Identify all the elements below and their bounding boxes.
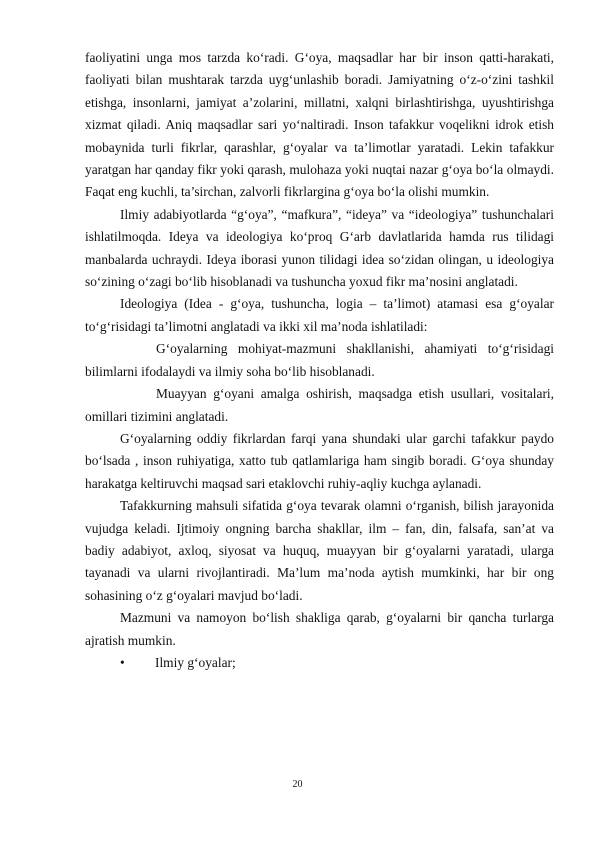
paragraph-7: Tafakkurning mahsuli sifatida g‘oya tevarak olamni o‘rganish, bilish jarayonida vujudga keladi. Ijtimoiy ongning barcha shakllar, ilm – fan, din, falsafa, san’at va badiy adabiyot, axloq, siyosat va huquq, muayyan bir g‘oyalarni yaratadi, ularga tayanadi va ularni rivojlantiradi. Ma’lum ma’noda aytish mumkinki, har bir ong sohasining o‘z g‘oyalari mavjud bo‘ladi. [85,498,554,603]
paragraph-2: Ilmiy adabiyotlarda “g‘oya”, “mafkura”, “ideya” va “ideologiya” tushunchalari ishlatilmoqda. Ideya va ideologiya ko‘proq G‘arb davlatlarida hamda rus tilidagi manbalarda uchraydi. Ideya iborasi yunon tilidagi idea so‘zidan olingan, u ideologiya so‘zining o‘zagi bo‘lib hisoblanadi va tushuncha yoxud fikr ma’nosini anglatadi. [85,206,554,290]
paragraph-5: Muayyan g‘oyani amalga oshirish, maqsadga etish usullari, vositalari, omillari tizimini anglatadi. [85,386,554,424]
paragraph-8: Mazmuni va namoyon bo‘lish shakliga qarab, g‘oyalarni bir qancha turlarga ajratish mumkin. [85,610,554,648]
paragraph-4: G‘oyalarning mohiyat-mazmuni shakllanishi, ahamiyati to‘g‘risidagi bilimlarni ifodalaydi va ilmiy soha bo‘lib hisoblanadi. [85,341,554,379]
page-number: 20 [292,779,303,790]
bullet-text: Ilmiy g‘oyalar; [155,654,236,670]
bullet-item [85,652,554,674]
paragraph-6: G‘oyalarning oddiy fikrlardan farqi yana shundaki ular garchi tafakkur paydo bo‘lsada , inson ruhiyatiga, xatto tub qatlamlariga ham singib boradi. G‘oya shunday harakatga keltiruvchi maqsad sari etaklovchi ruhiy-aqliy kuchga aylanadi. [85,430,554,491]
bullet-mark: • [120,654,125,670]
page-body [85,47,554,674]
paragraph-1: faoliyatini unga mos tarzda ko‘radi. G‘oya, maqsadlar har bir inson qatti-harakati, faoliyati bilan mushtarak tarzda uyg‘unlashib boradi. Jamiyatning o‘z-o‘zini tashkil etishga, insonlarni, jamiyat a’zolarini, millatni, xalqni birlashtirishga, uyushtirishga xizmat qiladi. Aniq maqsadlar sari yo‘naltiradi. Inson tafakkur voqelikni idrok etish mobaynida turli fikrlar, qarashlar, g‘oyalar va ta’limotlar yaratadi. Lekin tafakkur yaratgan har qanday fikr yoki qarash, mulohaza yoki nuqtai nazar g‘oya bo‘la olmaydi. Faqat eng kuchli, ta’sirchan, zalvorli fikrlargina g‘oya bo‘la olishi mumkin. [85,50,554,200]
paragraph-3: Ideologiya (Idea - g‘oya, tushuncha, logia – ta’limot) atamasi esa g‘oyalar to‘g‘risidagi ta’limotni anglatadi va ikki xil ma’noda ishlatiladi: [85,296,554,334]
